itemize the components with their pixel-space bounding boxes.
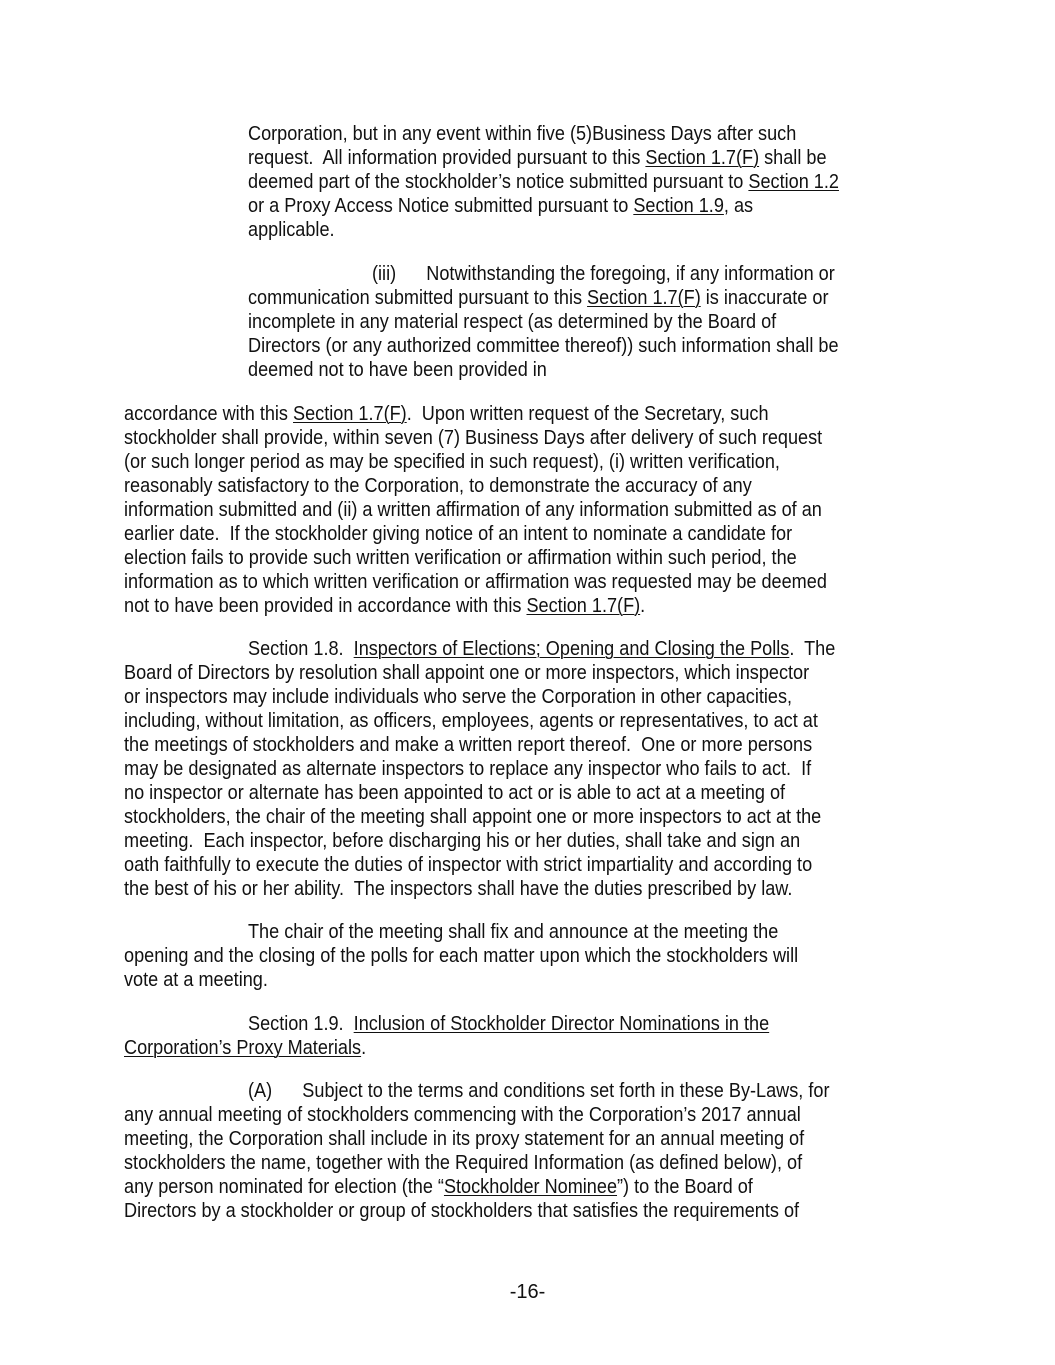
text-line [124, 944, 798, 968]
text-line [248, 122, 796, 146]
text-segment: or a Proxy Access Notice submitted pursuant to [248, 195, 634, 217]
text-segment: request. All information provided pursuant to this [248, 147, 646, 169]
text-line [248, 146, 827, 170]
text-segment: The chair of the meeting shall fix and announce at the meeting the [248, 921, 779, 943]
text-segment: oath faithfully to execute the duties of inspector with strict impartiality and according to [124, 854, 813, 876]
text-line [248, 218, 335, 242]
section-reference: Section 1.2 [748, 171, 839, 193]
text-segment: . Upon written request of the Secretary, such [406, 403, 769, 425]
text-segment: incomplete in any material respect (as determined by the Board of [248, 311, 777, 333]
text-segment: Directors by a stockholder or group of stockholders that satisfies the requirements of [124, 1200, 800, 1222]
text-segment: applicable. [248, 219, 335, 241]
text-segment: shall be [759, 147, 827, 169]
text-line [248, 637, 835, 661]
text-line [124, 1036, 366, 1060]
text-line [124, 757, 811, 781]
text-segment: Section 1.9. [248, 1013, 354, 1035]
section-reference: Inspectors of Elections; Opening and Closing the Polls [353, 638, 790, 660]
text-segment: . [640, 595, 646, 617]
text-line [124, 498, 822, 522]
text-line [124, 805, 821, 829]
text-line [248, 310, 776, 334]
section-reference: Section 1.7(F) [526, 595, 641, 617]
text-line [248, 286, 828, 310]
text-line [248, 334, 839, 358]
text-line [248, 194, 753, 218]
text-line [124, 853, 812, 877]
text-segment: information as to which written verification or affirmation was requested may be deemed [124, 571, 827, 593]
section-reference: Section 1.7(F) [587, 287, 701, 309]
text-segment: . [361, 1037, 367, 1059]
section-reference: Stockholder Nominee [443, 1176, 618, 1198]
section-reference: Corporation’s Proxy Materials [124, 1037, 362, 1059]
text-line [372, 262, 835, 286]
text-line [248, 358, 547, 382]
text-line [124, 522, 792, 546]
text-segment: any person nominated for election (the “ [124, 1176, 444, 1198]
section-reference: Section 1.7(F) [645, 147, 760, 169]
section-reference: Section 1.9 [633, 195, 724, 217]
text-segment: communication submitted pursuant to this [248, 287, 588, 309]
text-line [124, 426, 822, 450]
text-segment: meeting. Each inspector, before discharging his or her duties, shall take and sign an [124, 830, 801, 852]
text-segment: stockholder shall provide, within seven (7) Business Days after delivery of such request [124, 427, 823, 449]
text-segment: the best of his or her ability. The inspectors shall have the duties prescribed by law. [124, 878, 793, 900]
text-line [124, 829, 800, 853]
text-segment: . The [789, 638, 836, 660]
text-line [124, 781, 785, 805]
text-line [124, 709, 818, 733]
text-line [124, 1127, 804, 1151]
text-line [124, 402, 769, 426]
text-segment: Section 1.8. [248, 638, 354, 660]
text-segment: (A) Subject to the terms and conditions set forth in these By-Laws, for [248, 1080, 830, 1102]
text-segment: deemed not to have been provided in [248, 359, 547, 381]
text-segment: stockholders, the chair of the meeting shall appoint one or more inspectors to act at the [124, 806, 822, 828]
text-segment: any annual meeting of stockholders commencing with the Corporation’s 2017 annual [124, 1104, 801, 1126]
text-line [248, 1012, 769, 1036]
text-line [248, 920, 778, 944]
text-segment: not to have been provided in accordance with this [124, 595, 527, 617]
text-line [124, 1199, 799, 1223]
text-line [124, 474, 752, 498]
text-segment: no inspector or alternate has been appointed to act or is able to act at a meeting of [124, 782, 786, 804]
text-line [248, 170, 839, 194]
text-line [124, 685, 792, 709]
text-segment: may be designated as alternate inspectors to replace any inspector who fails to act. If [124, 758, 812, 780]
text-segment: Corporation, but in any event within five (5)Business Days after such [248, 123, 797, 145]
text-line [124, 1151, 802, 1175]
text-line [124, 1103, 801, 1127]
text-segment: opening and the closing of the polls for each matter upon which the stockholders will [124, 945, 799, 967]
section-reference: Section 1.7(F) [293, 403, 407, 425]
text-segment: the meetings of stockholders and make a written report thereof. One or more persons [124, 734, 813, 756]
text-line [248, 1079, 829, 1103]
text-segment: (or such longer period as may be specified in such request), (i) written verification, [124, 451, 780, 473]
text-segment: , as [723, 195, 754, 217]
text-line [124, 968, 268, 992]
text-segment: meeting, the Corporation shall include in its proxy statement for an annual meeting of [124, 1128, 805, 1150]
text-line [124, 570, 827, 594]
text-line [124, 877, 792, 901]
text-segment: information submitted and (ii) a written affirmation of any information submitted as of an [124, 499, 822, 521]
text-line [124, 1175, 753, 1199]
page-number: -16- [509, 1281, 546, 1303]
text-segment: Board of Directors by resolution shall appoint one or more inspectors, which inspector [124, 662, 810, 684]
text-segment: reasonably satisfactory to the Corporation, to demonstrate the accuracy of any [124, 475, 752, 497]
text-segment: election fails to provide such written verification or affirmation within such period, the [124, 547, 797, 569]
section-reference: Inclusion of Stockholder Director Nominations in the [353, 1013, 770, 1035]
text-segment: vote at a meeting. [124, 969, 268, 991]
text-line [124, 450, 780, 474]
text-line [124, 661, 809, 685]
text-segment: Directors (or any authorized committee thereof)) such information shall be [248, 335, 839, 357]
text-line [124, 546, 797, 570]
text-line [124, 594, 645, 618]
text-segment: stockholders the name, together with the Required Information (as defined below), of [124, 1152, 803, 1174]
text-segment: earlier date. If the stockholder giving notice of an intent to nominate a candidate for [124, 523, 793, 545]
text-segment: accordance with this [124, 403, 294, 425]
text-segment: (iii) Notwithstanding the foregoing, if any information or [372, 263, 835, 285]
text-line [124, 733, 812, 757]
text-segment: ”) to the Board of [617, 1176, 753, 1198]
text-segment: or inspectors may include individuals who serve the Corporation in other capacities, [124, 686, 793, 708]
text-segment: is inaccurate or [700, 287, 829, 309]
text-segment: including, without limitation, as officers, employees, agents or representatives, to act at [124, 710, 818, 732]
text-segment: deemed part of the stockholder’s notice submitted pursuant to [248, 171, 749, 193]
